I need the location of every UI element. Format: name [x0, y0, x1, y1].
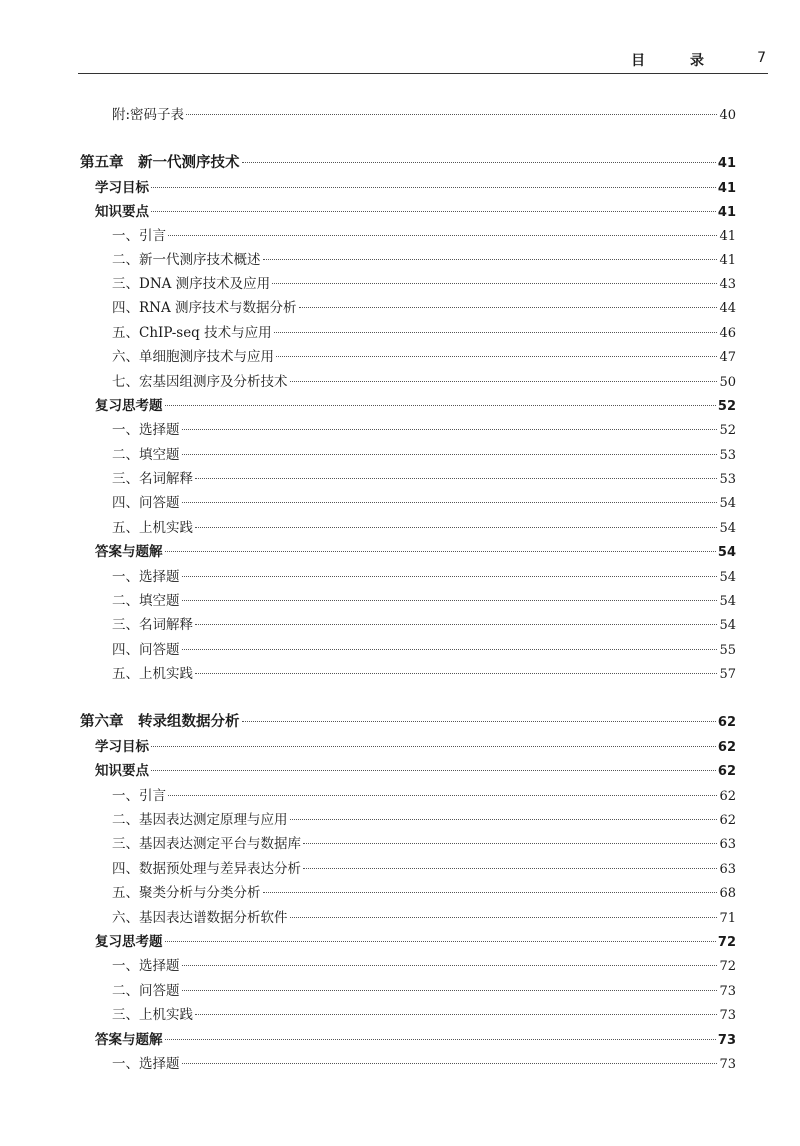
toc-entry[interactable]: [95, 396, 736, 416]
toc-entry-page: 62: [717, 715, 736, 730]
toc-leader-dots: [182, 453, 718, 455]
toc-entry-page: 53: [719, 448, 736, 463]
toc-entry-page: 41: [717, 181, 736, 196]
toc-entry-label: 二、填空题: [112, 593, 180, 609]
toc-entry-label: 五、聚类分析与分类分析: [112, 885, 261, 901]
toc-leader-dots: [290, 818, 718, 820]
toc-leader-dots: [165, 1038, 716, 1040]
toc-leader-dots: [186, 113, 717, 115]
toc-entry-page: 41: [717, 156, 736, 171]
toc-entry[interactable]: [95, 761, 736, 781]
toc-entry-page: 73: [719, 1008, 736, 1023]
toc-leader-dots: [195, 526, 717, 528]
toc-entry-label: 五、上机实践: [112, 666, 193, 682]
toc-entry[interactable]: [112, 226, 736, 246]
toc-entry-page: 54: [719, 496, 736, 511]
toc-entry[interactable]: [95, 542, 736, 562]
toc-entry-page: 54: [717, 545, 736, 560]
toc-leader-dots: [274, 331, 718, 333]
toc-entry-label: 四、数据预处理与差异表达分析: [112, 861, 301, 877]
toc-leader-dots: [195, 672, 717, 674]
toc-entry-page: 73: [719, 984, 736, 999]
toc-entry[interactable]: [95, 202, 736, 222]
toc-leader-dots: [303, 842, 717, 844]
toc-entry-page: 62: [717, 740, 736, 755]
toc-entry[interactable]: [112, 105, 736, 125]
toc-entry[interactable]: [112, 591, 736, 611]
toc-entry-page: 73: [717, 1033, 736, 1048]
toc-entry-label: 六、单细胞测序技术与应用: [112, 349, 274, 365]
toc-leader-dots: [151, 745, 716, 747]
header-page-number: 7: [757, 50, 766, 66]
toc-entry-label: 第六章 转录组数据分析: [80, 714, 240, 730]
toc-entry[interactable]: [80, 712, 736, 732]
toc-entry[interactable]: [80, 153, 736, 173]
toc-leader-dots: [151, 210, 716, 212]
toc-entry-label: 七、宏基因组测序及分析技术: [112, 374, 288, 390]
toc-entry-label: 学习目标: [95, 739, 149, 755]
toc-entry-page: 54: [719, 594, 736, 609]
toc-leader-dots: [182, 575, 718, 577]
toc-entry-page: 46: [719, 326, 736, 341]
toc-entry[interactable]: [112, 956, 736, 976]
toc-entry-page: 41: [719, 229, 736, 244]
toc-leader-dots: [195, 623, 717, 625]
toc-entry[interactable]: [112, 1005, 736, 1025]
toc-entry[interactable]: [112, 420, 736, 440]
toc-entry-page: 72: [717, 935, 736, 950]
toc-entry[interactable]: [112, 859, 736, 879]
toc-entry-label: 学习目标: [95, 180, 149, 196]
toc-entry-page: 47: [719, 350, 736, 365]
toc-leader-dots: [165, 550, 716, 552]
toc-entry-label: 四、RNA 测序技术与数据分析: [112, 300, 297, 316]
toc-leader-dots: [182, 501, 718, 503]
toc-entry-label: 三、DNA 测序技术及应用: [112, 276, 271, 292]
toc-entry[interactable]: [112, 445, 736, 465]
toc-entry-label: 一、选择题: [112, 1056, 180, 1072]
toc-entry[interactable]: [112, 567, 736, 587]
toc-entry-page: 52: [717, 399, 736, 414]
toc-entry[interactable]: [95, 1030, 736, 1050]
toc-entry[interactable]: [112, 347, 736, 367]
toc-entry[interactable]: [112, 250, 736, 270]
toc-entry-page: 57: [719, 667, 736, 682]
toc-leader-dots: [168, 794, 717, 796]
toc-entry-page: 62: [719, 789, 736, 804]
toc-leader-dots: [182, 599, 718, 601]
toc-leader-dots: [182, 989, 718, 991]
toc-leader-dots: [165, 940, 716, 942]
toc-entry-page: 71: [719, 911, 736, 926]
toc-entry[interactable]: [95, 178, 736, 198]
toc-leader-dots: [290, 916, 718, 918]
toc-entry-label: 一、引言: [112, 228, 166, 244]
toc-entry-page: 41: [719, 253, 736, 268]
toc-entry[interactable]: [112, 908, 736, 928]
toc-entry-page: 55: [719, 643, 736, 658]
toc-leader-dots: [299, 306, 718, 308]
toc-entry-label: 三、名词解释: [112, 471, 193, 487]
toc-leader-dots: [182, 964, 718, 966]
toc-entry-label: 六、基因表达谱数据分析软件: [112, 910, 288, 926]
toc-entry-label: 三、基因表达测定平台与数据库: [112, 836, 301, 852]
toc-entry-page: 43: [719, 277, 736, 292]
toc-leader-dots: [165, 404, 716, 406]
toc-entry[interactable]: [112, 810, 736, 830]
toc-leader-dots: [276, 355, 717, 357]
toc-entry[interactable]: [112, 664, 736, 684]
toc-leader-dots: [263, 891, 718, 893]
toc-leader-dots: [151, 769, 716, 771]
toc-entry-label: 一、选择题: [112, 569, 180, 585]
toc-entry-page: 52: [719, 423, 736, 438]
toc-entry-label: 答案与题解: [95, 1032, 163, 1048]
toc-entry[interactable]: [112, 323, 736, 343]
toc-entry-page: 54: [719, 521, 736, 536]
toc-leader-dots: [290, 380, 718, 382]
toc-leader-dots: [182, 648, 718, 650]
toc-entry-page: 68: [719, 886, 736, 901]
toc-entry-page: 73: [719, 1057, 736, 1072]
toc-entry[interactable]: [112, 372, 736, 392]
toc-entry-label: 五、上机实践: [112, 520, 193, 536]
toc-entry-page: 53: [719, 472, 736, 487]
toc-entry-label: 五、ChIP-seq 技术与应用: [112, 325, 272, 341]
toc-entry-label: 三、名词解释: [112, 617, 193, 633]
toc-entry-label: 二、新一代测序技术概述: [112, 252, 261, 268]
toc-entry-label: 第五章 新一代测序技术: [80, 155, 240, 171]
toc-entry[interactable]: [95, 737, 736, 757]
toc-leader-dots: [182, 1062, 718, 1064]
toc-entry[interactable]: [112, 298, 736, 318]
toc-leader-dots: [242, 720, 716, 722]
toc-entry[interactable]: [112, 834, 736, 854]
toc-entry-page: 50: [719, 375, 736, 390]
toc-leader-dots: [195, 1013, 717, 1015]
toc-entry-label: 一、引言: [112, 788, 166, 804]
toc-entry-label: 复习思考题: [95, 934, 163, 950]
toc-entry-label: 二、基因表达测定原理与应用: [112, 812, 288, 828]
toc-entry-label: 一、选择题: [112, 422, 180, 438]
toc-entry-label: 四、问答题: [112, 642, 180, 658]
toc-leader-dots: [263, 258, 718, 260]
toc-entry-page: 62: [719, 813, 736, 828]
toc-entry[interactable]: [112, 640, 736, 660]
toc-entry-page: 44: [719, 301, 736, 316]
toc-entry-label: 一、选择题: [112, 958, 180, 974]
toc-entry-page: 62: [717, 764, 736, 779]
toc-entry[interactable]: [112, 981, 736, 1001]
toc-leader-dots: [272, 282, 717, 284]
toc-entry[interactable]: [112, 615, 736, 635]
toc-entry[interactable]: [112, 883, 736, 903]
toc-entry-label: 附:密码子表: [112, 107, 185, 123]
toc-entry-label: 复习思考题: [95, 398, 163, 414]
toc-leader-dots: [151, 186, 716, 188]
running-header: [78, 50, 768, 74]
toc-entry-label: 四、问答题: [112, 495, 180, 511]
toc-entry-label: 二、问答题: [112, 983, 180, 999]
toc-entry-page: 63: [719, 862, 736, 877]
toc-entry-page: 54: [719, 570, 736, 585]
toc-entry-label: 二、填空题: [112, 447, 180, 463]
toc-leader-dots: [303, 867, 717, 869]
toc-entry[interactable]: [112, 1054, 736, 1074]
header-title: 目 录: [631, 53, 724, 69]
toc-entry-label: 答案与题解: [95, 544, 163, 560]
toc-entry-label: 知识要点: [95, 204, 149, 220]
toc-leader-dots: [168, 234, 717, 236]
toc-entry-page: 63: [719, 837, 736, 852]
toc-entry-label: 知识要点: [95, 763, 149, 779]
toc-entry[interactable]: [112, 274, 736, 294]
toc-entry[interactable]: [112, 469, 736, 489]
toc-entry[interactable]: [112, 518, 736, 538]
toc-entry-label: 三、上机实践: [112, 1007, 193, 1023]
toc-entry[interactable]: [112, 493, 736, 513]
toc-entry-page: 40: [719, 108, 736, 123]
toc-entry[interactable]: [112, 786, 736, 806]
toc-entry-page: 54: [719, 618, 736, 633]
toc-entry[interactable]: [95, 932, 736, 952]
toc-entry-page: 41: [717, 205, 736, 220]
toc-entry-page: 72: [719, 959, 736, 974]
toc-leader-dots: [195, 477, 717, 479]
toc-leader-dots: [242, 161, 716, 163]
toc-leader-dots: [182, 428, 718, 430]
